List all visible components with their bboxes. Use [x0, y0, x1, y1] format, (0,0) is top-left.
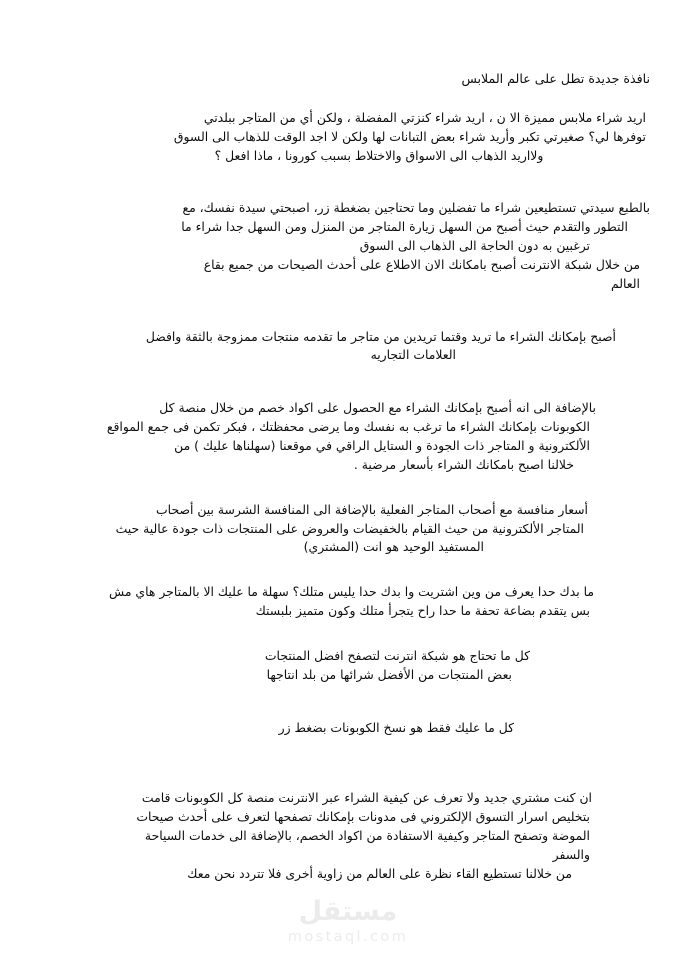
paragraph-9-line-3: الموضة وتصفح المتاجر وكيفية الاستفادة من اكواد الخصم، بالإضافة الى خدمات السياحة — [144, 828, 590, 844]
paragraph-1-line-3: ولااريد الذهاب الى الاسواق والاختلاط بسبب كورونا ، ماذا افعل ؟ — [214, 147, 544, 163]
paragraph-5-line-1: أسعار منافسة مع أصحاب المتاجر الفعلية بالإضافة الى المنافسة الشرسة بين أصحاب — [156, 501, 588, 517]
page-title: نافذة جديدة تطل على عالم الملابس — [461, 71, 650, 86]
paragraph-2-line-1: بالطبع سيدتي تستطيعين شراء ما تفضلين وما تحتاجين بضغطة زر، اصبحتي سيدة نفسك، مع — [182, 200, 650, 216]
paragraph-4-line-2: الكوبونات بإمكانك الشراء ما ترغب به نفسك وما يرضى محفظتك ، فبكر تكمن فى جمع المواقع — [106, 419, 590, 435]
paragraph-5-line-2: المتاجر الألكترونية من حيث القيام بالخفيضات والعروض على المنتجات ذات جودة عالية حيث — [115, 520, 584, 536]
paragraph-2-line-5: العالم — [611, 275, 640, 291]
paragraph-4-line-1: بالإضافة الى انه أصبح بإمكانك الشراء مع الحصول على اكواد خصم من خلال منصة كل — [159, 400, 596, 416]
paragraph-4-line-3: الألكترونية و المتاجر ذات الجودة و الستايل الراقي في موقعنا (سهلناها عليك ) من — [174, 438, 590, 454]
paragraph-gap — [46, 565, 650, 583]
paragraph-9-line-1: ان كنت مشتري جديد ولا تعرف عن كيفية الشراء عبر الانترنت منصة كل الكوبونات قامت — [141, 790, 592, 806]
paragraph-6-line-2: بس يتقدم بضاعة تحفة ما حدا راح يتجرأ متلك وكون متميز بلبستك — [255, 603, 590, 619]
paragraph-gap — [46, 693, 650, 719]
paragraph-9 — [46, 789, 650, 883]
title-block — [46, 60, 650, 89]
paragraph-5-line-3: المستفيد الوحيد هو انت (المشتري) — [303, 539, 484, 555]
watermark-brand-logo: مستقل — [298, 896, 398, 927]
watermark-url: mostaql.com — [287, 929, 409, 945]
paragraph-3-line-1: أصبح بإمكانك الشراء ما تريد وقتما تريدين من متاجر ما تقدمه منتجات ممزوجة بالثقة وافضل — [145, 328, 616, 344]
paragraph-3 — [46, 328, 650, 366]
paragraph-1-line-1: اريد شراء ملابس مميزة الا ن ، اريد شراء كنزتي المفضلة ، ولكن أي من المتاجر ببلدتي — [203, 109, 646, 125]
paragraph-6-line-1: ما بدك حدا يعرف من وين اشتريت وا بدك حدا يليس متلك؟ سهلة ما عليك الا بالمتاجر هاي مش — [109, 584, 594, 600]
watermark — [0, 898, 696, 945]
paragraph-2-line-4: من خلال شبكة الانترنت أصبح بامكانك الان الاطلاع على أحدث الصيحات من جميع بقاع — [203, 256, 640, 272]
document-body — [46, 60, 650, 884]
paragraph-gap — [46, 745, 650, 771]
paragraph-2-line-3: ترغبين به دون الحاجة الى الذهاب الى السوق — [359, 238, 590, 254]
paragraph-7-line-1: كل ما تحتاج هو شبكة انترنت لتصفح افضل المنتجات — [264, 647, 530, 663]
paragraph-8 — [46, 719, 650, 738]
paragraph-9-line-4: والسفر — [552, 846, 590, 862]
paragraph-7-line-2: بعض المنتجات من الأفضل شرائها من بلد انتاجها — [266, 666, 512, 682]
paragraph-gap — [46, 771, 650, 789]
paragraph-6 — [46, 583, 650, 621]
paragraph-9-line-2: بتخليص اسرار التسوق الإلكتروني فى مدونات بإمكانك تصفحها لتعرف على أحدث صيحات — [136, 809, 590, 825]
paragraph-2-line-2: التطور والتقدم حيث أصبح من السهل زيارة المتاجر من المنزل ومن السهل جدا شراء ما — [181, 219, 628, 235]
paragraph-gap — [46, 173, 650, 199]
paragraph-8-line-1: كل ما عليك فقط هو نسخ الكوبونات بضغط زر — [278, 719, 514, 735]
paragraph-7 — [46, 647, 650, 685]
paragraph-gap — [46, 483, 650, 501]
paragraph-5 — [46, 501, 650, 558]
paragraph-4 — [46, 399, 650, 474]
paragraph-9-line-5: من خلالنا تستطيع القاء نظرة على العالم من زاوية أخرى فلا تتردد نحن معك — [187, 865, 572, 881]
paragraph-gap — [46, 373, 650, 399]
paragraph-4-line-4: خلالنا اصبح بامكانك الشراء بأسعار مرضية . — [353, 456, 574, 472]
paragraph-1 — [46, 109, 650, 166]
paragraph-gap — [46, 302, 650, 328]
paragraph-3-line-2: العلامات التجاريه — [370, 347, 456, 363]
paragraph-2 — [46, 199, 650, 293]
paragraph-1-line-2: توفرها لي؟ صغيرتي تكبر وأريد شراء بعض التبانات لها ولكن لا اجد الوقت للذهاب الى السوق — [173, 128, 646, 144]
paragraph-gap — [46, 629, 650, 647]
